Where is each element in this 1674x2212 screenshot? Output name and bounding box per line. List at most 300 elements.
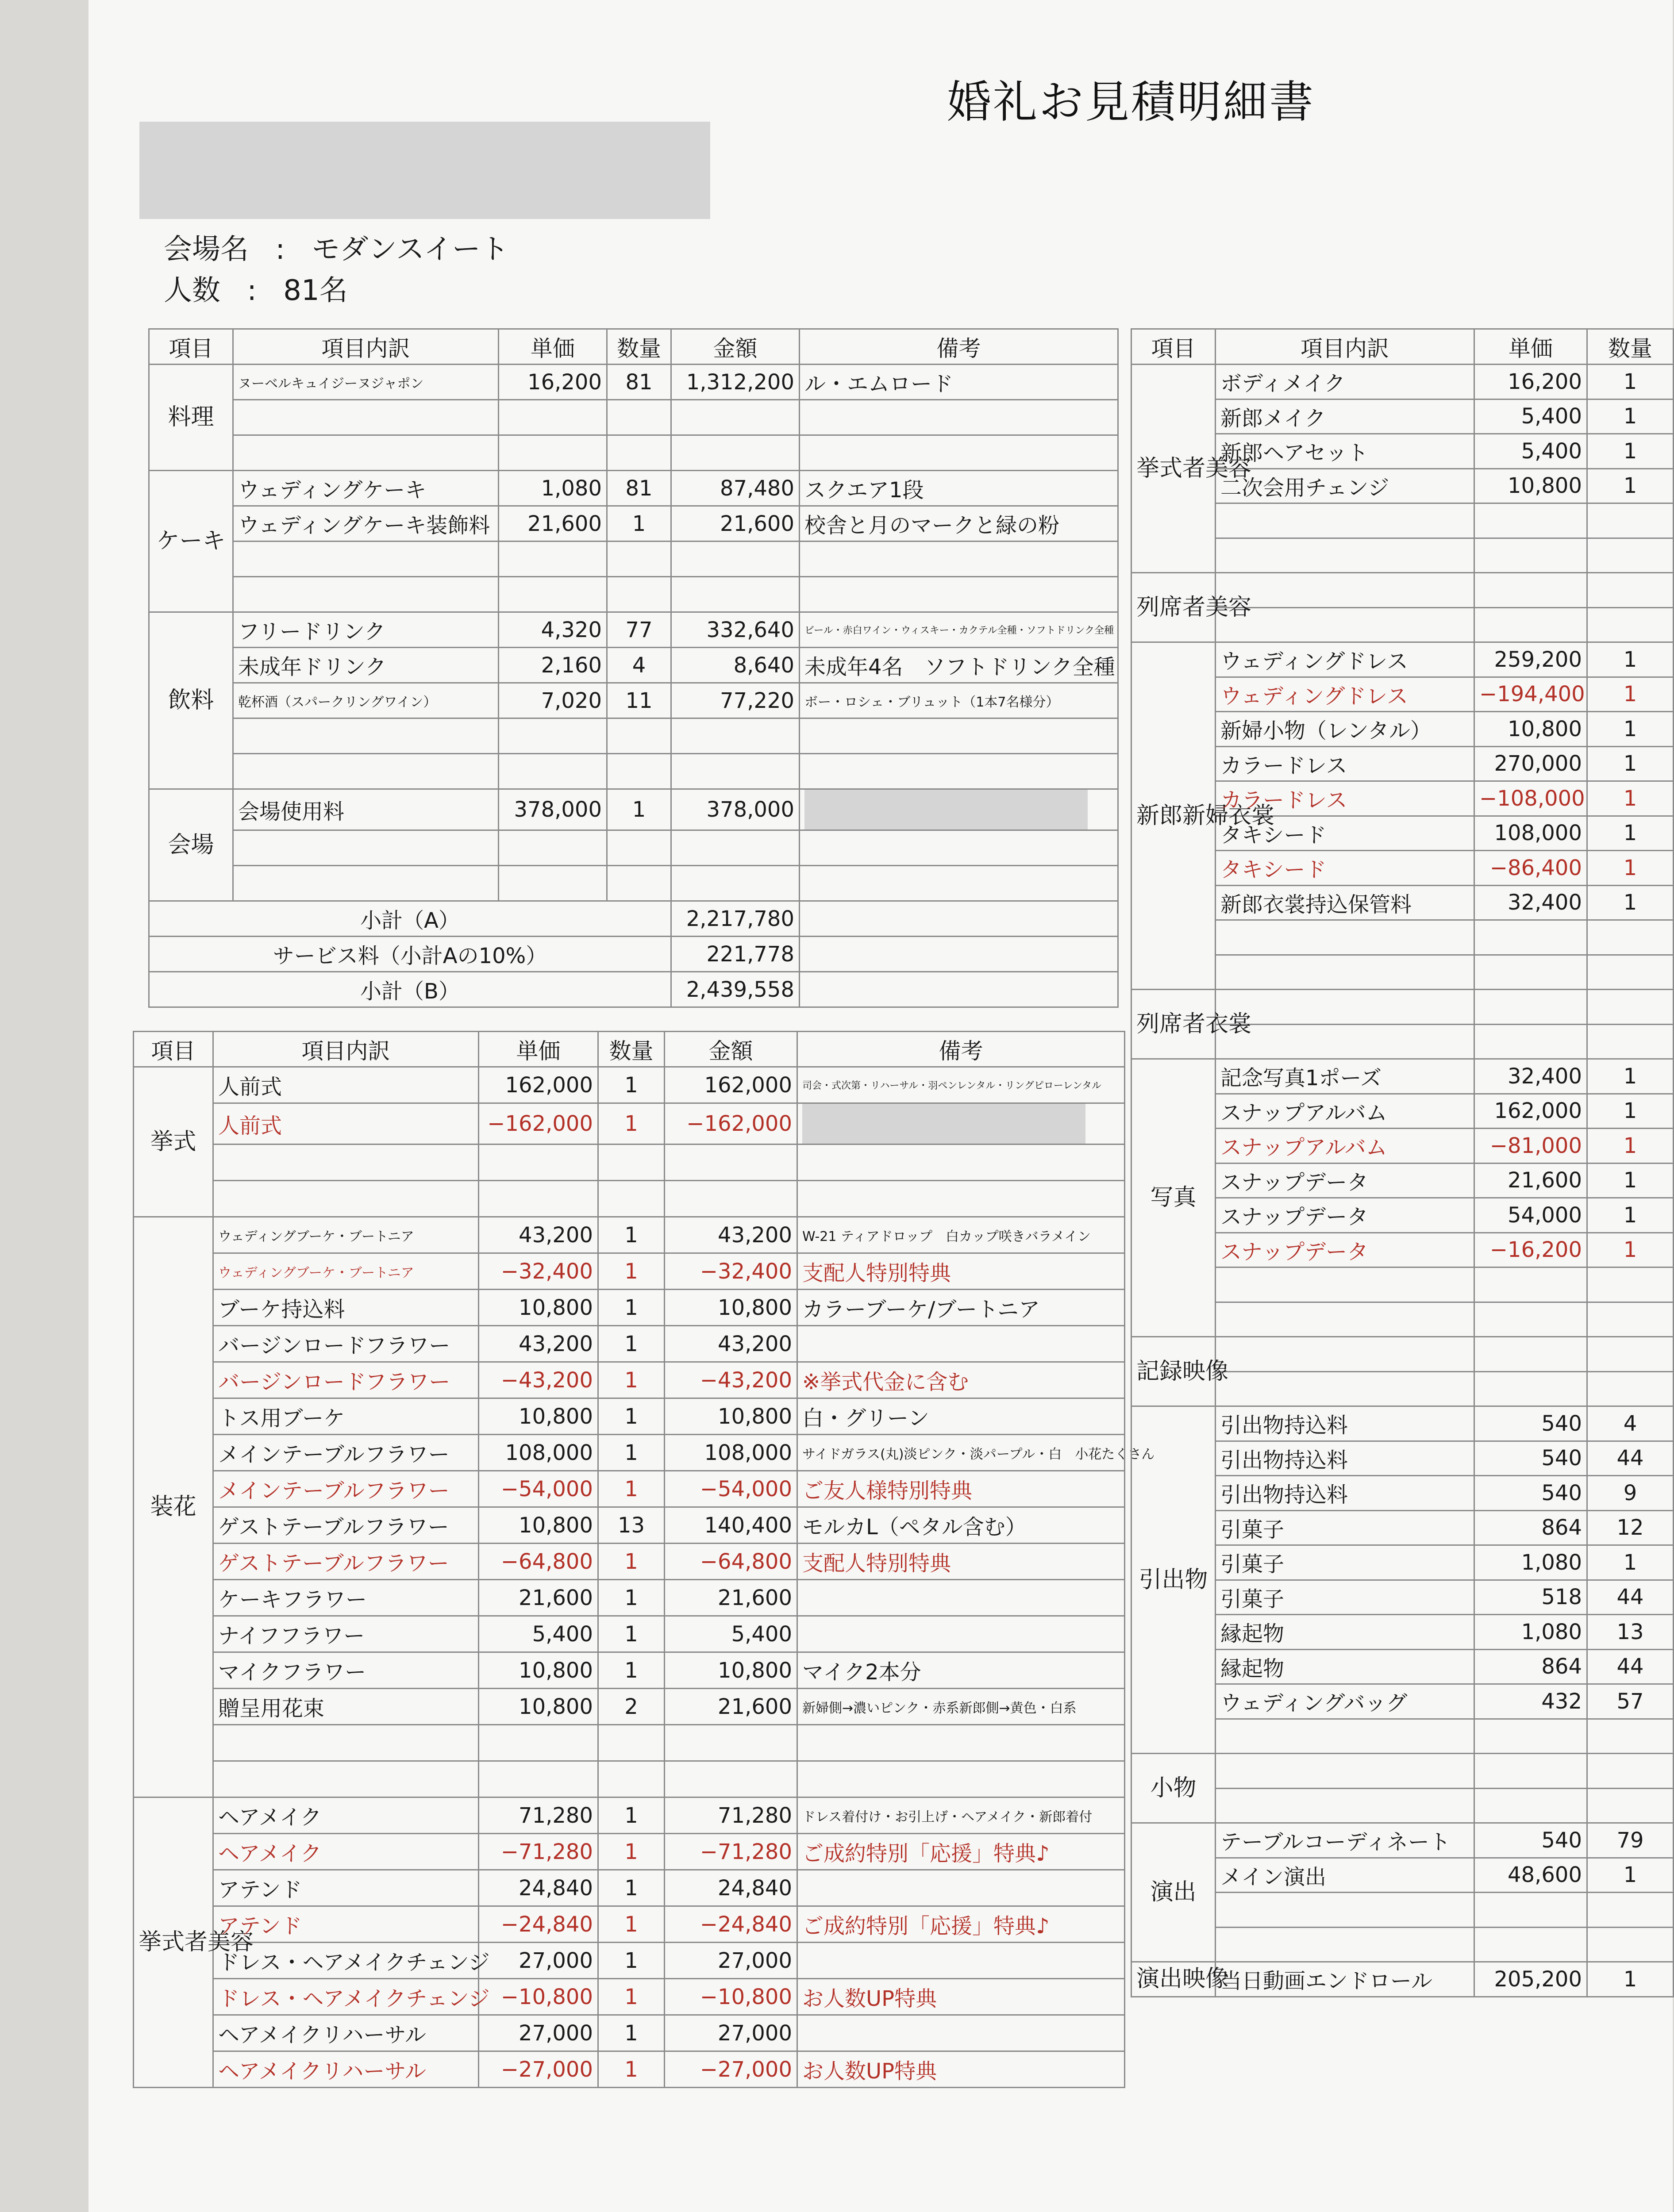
note-cell: ご成約特別「応援」特典♪ [797, 1906, 1125, 1943]
guests-line: 人数 : 81名 [164, 274, 348, 307]
item-cell [213, 1725, 479, 1761]
unit-price-cell: 71,280 [479, 1797, 598, 1834]
category-cell: 列席者美容 [1131, 573, 1216, 642]
unit-price-cell: 54,000 [1474, 1198, 1587, 1233]
unit-price-cell [1474, 1788, 1587, 1823]
unit-price-cell: 259,200 [1474, 642, 1587, 677]
table-row [149, 365, 1118, 400]
category-cell: 装花 [134, 1217, 213, 1797]
amount-cell [671, 400, 800, 435]
amount-cell: 21,600 [665, 1689, 797, 1725]
unit-price-cell: 270,000 [1474, 746, 1587, 781]
table-row [134, 1217, 1125, 1253]
item-cell: タキシード [1216, 851, 1474, 886]
unit-price-cell [479, 1761, 598, 1797]
quantity-cell: 11 [607, 683, 671, 718]
quantity-cell [598, 1725, 665, 1761]
quantity-cell [1587, 1788, 1674, 1823]
estimate-table-right [1131, 328, 1674, 1997]
item-cell [1216, 503, 1474, 538]
quantity-cell: 13 [1587, 1615, 1674, 1650]
category-cell: 新郎新婦衣裳 [1131, 642, 1216, 990]
unit-price-cell [1474, 1893, 1587, 1928]
unit-price-cell [499, 435, 607, 471]
quantity-cell: 1 [1587, 434, 1674, 469]
quantity-cell: 1 [598, 1544, 665, 1580]
quantity-cell: 1 [598, 1580, 665, 1616]
empty-row [1131, 573, 1674, 608]
empty-row [134, 1725, 1125, 1761]
quantity-cell [607, 830, 671, 866]
column-header: 数量 [607, 329, 671, 365]
unit-price-cell [1474, 573, 1587, 608]
note-cell [800, 577, 1118, 612]
table-row [1131, 1962, 1674, 1997]
amount-cell: −10,800 [665, 1979, 797, 2015]
amount-cell: −71,280 [665, 1834, 797, 1870]
unit-price-cell: 1,080 [1474, 1545, 1587, 1580]
item-cell: マイクフラワー [213, 1652, 479, 1689]
estimate-table-top [148, 328, 1119, 1008]
note-cell: 白・グリーン [797, 1398, 1125, 1435]
amount-cell: 108,000 [665, 1435, 797, 1471]
note-cell [800, 718, 1118, 754]
item-cell [1216, 1267, 1474, 1302]
unit-price-cell: −86,400 [1474, 851, 1587, 886]
quantity-cell: 1 [598, 1906, 665, 1943]
note-cell [800, 789, 1118, 830]
unit-price-cell: 5,400 [1474, 434, 1587, 469]
header-row [149, 329, 1118, 365]
quantity-cell: 1 [1587, 365, 1674, 399]
unit-price-cell: 27,000 [479, 2015, 598, 2051]
unit-price-cell: 108,000 [1474, 816, 1587, 851]
unit-price-cell: 21,600 [499, 506, 607, 541]
item-cell [233, 754, 499, 789]
amount-cell [671, 541, 800, 577]
empty-row [149, 577, 1118, 612]
amount-cell: 378,000 [671, 789, 800, 830]
item-cell: ウェディングブーケ・ブートニア [213, 1253, 479, 1290]
unit-price-cell: 10,800 [479, 1290, 598, 1326]
quantity-cell [1587, 538, 1674, 573]
note-cell: ビール・赤白ワイン・ウィスキー・カクテル全種・ソフトドリンク全種 [800, 612, 1118, 648]
amount-cell: 10,800 [665, 1652, 797, 1689]
amount-cell: 87,480 [671, 471, 800, 506]
item-cell [233, 400, 499, 435]
unit-price-cell: 1,080 [1474, 1615, 1587, 1650]
empty-row [134, 1144, 1125, 1181]
quantity-cell: 1 [607, 789, 671, 830]
item-cell: 引出物持込料 [1216, 1406, 1474, 1441]
unit-price-cell: −81,000 [1474, 1129, 1587, 1164]
unit-price-cell: 540 [1474, 1476, 1587, 1511]
unit-price-cell [1474, 1267, 1587, 1302]
item-cell: メインテーブルフラワー [213, 1471, 479, 1507]
amount-cell: 140,400 [665, 1507, 797, 1544]
column-header: 数量 [598, 1032, 665, 1067]
category-cell: 引出物 [1131, 1406, 1216, 1754]
item-cell [1216, 607, 1474, 642]
note-cell: 司会・式次第・リハーサル・羽ペンレンタル・リングピローレンタル [797, 1067, 1125, 1103]
category-cell: 記録映像 [1131, 1337, 1216, 1406]
item-cell [1216, 1371, 1474, 1406]
quantity-cell [1587, 990, 1674, 1025]
unit-price-cell [479, 1181, 598, 1217]
table-row [134, 1943, 1125, 1979]
unit-price-cell: −108,000 [1474, 781, 1587, 816]
quantity-cell: 13 [598, 1507, 665, 1544]
note-cell [800, 754, 1118, 789]
item-cell [1216, 990, 1474, 1025]
unit-price-cell: 10,800 [1474, 469, 1587, 503]
unit-price-cell [1474, 607, 1587, 642]
quantity-cell: 2 [598, 1689, 665, 1725]
unit-price-cell: 10,800 [479, 1507, 598, 1544]
item-cell [233, 541, 499, 577]
item-cell: ヌーベルキュイジーヌジャポン [233, 365, 499, 400]
item-cell: 縁起物 [1216, 1615, 1474, 1650]
estimate-table-bottom [133, 1031, 1155, 2088]
item-cell [1216, 955, 1474, 990]
amount-cell [671, 754, 800, 789]
item-cell [1216, 1754, 1474, 1789]
quantity-cell: 1 [1587, 1059, 1674, 1094]
quantity-cell: 1 [598, 2051, 665, 2088]
item-cell: ブーケ持込料 [213, 1290, 479, 1326]
venue-name: モダンスイート [312, 233, 509, 266]
column-header: 項目内訳 [233, 329, 499, 365]
table-row [1131, 1059, 1674, 1094]
redacted-note [802, 1104, 1085, 1144]
note-cell: カラーブーケ/ブートニア [797, 1290, 1125, 1326]
note-cell [800, 866, 1118, 901]
column-header: 数量 [1587, 329, 1674, 365]
quantity-cell [1587, 955, 1674, 990]
table-row [149, 612, 1118, 648]
amount-cell: 71,280 [665, 1797, 797, 1834]
item-cell [233, 718, 499, 754]
note-cell: ご友人様特別特典 [797, 1471, 1125, 1507]
unit-price-cell [1474, 538, 1587, 573]
unit-price-cell [1474, 1927, 1587, 1962]
quantity-cell: 1 [598, 1616, 665, 1652]
item-cell: トス用ブーケ [213, 1398, 479, 1435]
item-cell: ヘアメイクリハーサル [213, 2051, 479, 2088]
amount-cell [671, 718, 800, 754]
amount-cell: 27,000 [665, 2015, 797, 2051]
unit-price-cell: 10,800 [479, 1398, 598, 1435]
empty-row [1131, 1754, 1674, 1789]
empty-row [149, 718, 1118, 754]
unit-price-cell: −54,000 [479, 1471, 598, 1507]
unit-price-cell: 4,320 [499, 612, 607, 648]
quantity-cell: 1 [607, 506, 671, 541]
amount-cell [671, 830, 800, 866]
quantity-cell: 1 [1587, 712, 1674, 747]
item-cell: タキシード [1216, 816, 1474, 851]
unit-price-cell [479, 1144, 598, 1181]
item-cell [213, 1761, 479, 1797]
item-cell: 引菓子 [1216, 1510, 1474, 1545]
empty-row [1131, 1337, 1674, 1372]
quantity-cell [1587, 1893, 1674, 1928]
quantity-cell: 1 [598, 1362, 665, 1398]
quantity-cell: 1 [1587, 1858, 1674, 1893]
unit-price-cell: 162,000 [1474, 1094, 1587, 1129]
quantity-cell: 1 [598, 1217, 665, 1253]
table-row [134, 1652, 1125, 1689]
table-row [149, 471, 1118, 506]
unit-price-cell: 540 [1474, 1441, 1587, 1476]
unit-price-cell: 205,200 [1474, 1962, 1587, 1997]
unit-price-cell [499, 400, 607, 435]
unit-price-cell [1474, 1371, 1587, 1406]
quantity-cell: 1 [1587, 1129, 1674, 1164]
table-row [134, 1507, 1125, 1544]
unit-price-cell: 32,400 [1474, 885, 1587, 920]
amount-cell: 5,400 [665, 1616, 797, 1652]
quantity-cell: 1 [1587, 1545, 1674, 1580]
unit-price-cell: −24,840 [479, 1906, 598, 1943]
item-cell: 乾杯酒（スパークリングワイン） [233, 683, 499, 718]
amount-cell: 77,220 [671, 683, 800, 718]
amount-cell: −64,800 [665, 1544, 797, 1580]
column-header: 項目 [149, 329, 233, 365]
amount-cell: −162,000 [665, 1103, 797, 1144]
unit-price-cell: 1,080 [499, 471, 607, 506]
amount-cell: 10,800 [665, 1290, 797, 1326]
quantity-cell: 1 [598, 1290, 665, 1326]
note-cell [797, 1103, 1125, 1144]
table-row [149, 789, 1118, 830]
item-cell: フリードリンク [233, 612, 499, 648]
item-cell [1216, 1893, 1474, 1928]
unit-price-cell: 432 [1474, 1684, 1587, 1719]
empty-row [149, 541, 1118, 577]
unit-price-cell: 27,000 [479, 1943, 598, 1979]
quantity-cell: 4 [607, 648, 671, 683]
table-row [134, 1689, 1125, 1725]
subtotal-note [800, 972, 1118, 1007]
item-cell [1216, 1788, 1474, 1823]
amount-cell: 27,000 [665, 1943, 797, 1979]
item-cell: 新婦小物（レンタル） [1216, 712, 1474, 747]
subtotal-row [149, 972, 1118, 1007]
quantity-cell: 1 [1587, 885, 1674, 920]
item-cell: ゲストテーブルフラワー [213, 1544, 479, 1580]
note-cell: お人数UP特典 [797, 2051, 1125, 2088]
quantity-cell: 4 [1587, 1406, 1674, 1441]
quantity-cell: 1 [1587, 1163, 1674, 1198]
unit-price-cell [479, 1725, 598, 1761]
item-cell: ウェディングケーキ [233, 471, 499, 506]
note-cell [797, 1761, 1125, 1797]
item-cell: カラードレス [1216, 781, 1474, 816]
table-row [134, 1362, 1125, 1398]
unit-price-cell: −27,000 [479, 2051, 598, 2088]
amount-cell: −24,840 [665, 1906, 797, 1943]
subtotal-label: 小計（A） [149, 901, 671, 937]
header-row [134, 1032, 1125, 1067]
item-cell: アテンド [213, 1870, 479, 1906]
quantity-cell: 1 [598, 1834, 665, 1870]
quantity-cell: 1 [598, 1326, 665, 1362]
item-cell: 記念写真1ポーズ [1216, 1059, 1474, 1094]
quantity-cell [607, 866, 671, 901]
unit-price-cell [499, 577, 607, 612]
quantity-cell: 1 [598, 1067, 665, 1103]
item-cell: ヘアメイクリハーサル [213, 2015, 479, 2051]
note-cell: ドレス着付け・お引上げ・ヘアメイク・新郎着付 [797, 1797, 1125, 1834]
note-cell: 未成年4名 ソフトドリンク全種 [800, 648, 1118, 683]
empty-row [1131, 990, 1674, 1025]
item-cell [1216, 1302, 1474, 1337]
subtotal-label: 小計（B） [149, 972, 671, 1007]
unit-price-cell: −10,800 [479, 1979, 598, 2015]
quantity-cell: 81 [607, 471, 671, 506]
table-row [134, 1398, 1125, 1435]
quantity-cell: 1 [1587, 851, 1674, 886]
note-cell: ル・エムロード [800, 365, 1118, 400]
table-row [134, 1290, 1125, 1326]
unit-price-cell: 21,600 [1474, 1163, 1587, 1198]
note-cell: モルカL（ペタル含む） [797, 1507, 1125, 1544]
quantity-cell: 1 [1587, 469, 1674, 503]
quantity-cell: 1 [598, 2015, 665, 2051]
quantity-cell: 77 [607, 612, 671, 648]
unit-price-cell [499, 718, 607, 754]
item-cell: メイン演出 [1216, 1858, 1474, 1893]
unit-price-cell: 518 [1474, 1580, 1587, 1615]
item-cell: 人前式 [213, 1103, 479, 1144]
unit-price-cell: −71,280 [479, 1834, 598, 1870]
quantity-cell: 44 [1587, 1441, 1674, 1476]
unit-price-cell [1474, 1302, 1587, 1337]
document-title: 婚礼お見積明細書 [947, 76, 1315, 128]
category-cell: 演出映像 [1131, 1962, 1216, 1997]
quantity-cell: 1 [598, 1979, 665, 2015]
quantity-cell [1587, 1302, 1674, 1337]
table-row [134, 1797, 1125, 1834]
item-cell: スナップデータ [1216, 1198, 1474, 1233]
subtotal-label: サービス料（小計Aの10%） [149, 937, 671, 972]
venue-line: 会場名 : モダンスイート [164, 233, 509, 266]
item-cell: ウェディングドレス [1216, 677, 1474, 712]
note-cell: 支配人特別特典 [797, 1253, 1125, 1290]
category-cell: 演出 [1131, 1823, 1216, 1962]
quantity-cell: 12 [1587, 1510, 1674, 1545]
unit-price-cell [1474, 920, 1587, 955]
note-cell [800, 435, 1118, 471]
unit-price-cell: −194,400 [1474, 677, 1587, 712]
amount-cell [665, 1144, 797, 1181]
note-cell: 新婦側→濃いピンク・赤系新郎側→黄色・白系 [797, 1689, 1125, 1725]
quantity-cell [1587, 1754, 1674, 1789]
quantity-cell [607, 577, 671, 612]
table-row [1131, 1406, 1674, 1441]
item-cell: 新郎衣裳持込保管料 [1216, 885, 1474, 920]
column-header: 金額 [665, 1032, 797, 1067]
quantity-cell [1587, 1267, 1674, 1302]
subtotal-note [800, 937, 1118, 972]
category-cell: 挙式者美容 [134, 1797, 213, 2088]
quantity-cell [607, 718, 671, 754]
note-cell: マイク2本分 [797, 1652, 1125, 1689]
venue-label: 会場名 [164, 233, 249, 266]
item-cell: テーブルコーディネート [1216, 1823, 1474, 1858]
unit-price-cell [1474, 503, 1587, 538]
column-header: 項目 [1131, 329, 1216, 365]
unit-price-cell [1474, 1024, 1587, 1059]
quantity-cell [598, 1144, 665, 1181]
category-cell: 料理 [149, 365, 233, 471]
item-cell [1216, 1024, 1474, 1059]
category-cell: 会場 [149, 789, 233, 901]
note-cell [797, 1725, 1125, 1761]
note-cell: ※挙式代金に含む [797, 1362, 1125, 1398]
unit-price-cell: 108,000 [479, 1435, 598, 1471]
unit-price-cell: 16,200 [1474, 365, 1587, 399]
amount-cell: −54,000 [665, 1471, 797, 1507]
item-cell: スナップデータ [1216, 1163, 1474, 1198]
empty-row [149, 435, 1118, 471]
item-cell: メインテーブルフラワー [213, 1435, 479, 1471]
item-cell [1216, 1719, 1474, 1754]
column-header: 金額 [671, 329, 800, 365]
amount-cell: 8,640 [671, 648, 800, 683]
category-cell: 列席者衣裳 [1131, 990, 1216, 1059]
quantity-cell: 1 [598, 1103, 665, 1144]
item-cell [213, 1181, 479, 1217]
unit-price-cell: 10,800 [479, 1652, 598, 1689]
amount-cell [665, 1725, 797, 1761]
unit-price-cell: 10,800 [479, 1689, 598, 1725]
item-cell: 引出物持込料 [1216, 1441, 1474, 1476]
item-cell: ヘアメイク [213, 1834, 479, 1870]
note-cell [800, 400, 1118, 435]
amount-cell [671, 577, 800, 612]
table-row [134, 1067, 1125, 1103]
unit-price-cell [499, 830, 607, 866]
unit-price-cell: −162,000 [479, 1103, 598, 1144]
category-cell: 小物 [1131, 1754, 1216, 1823]
amount-cell: 43,200 [665, 1217, 797, 1253]
quantity-cell: 1 [598, 1652, 665, 1689]
unit-price-cell [1474, 990, 1587, 1025]
note-cell [800, 830, 1118, 866]
item-cell: ウェディングバッグ [1216, 1684, 1474, 1719]
unit-price-cell: −43,200 [479, 1362, 598, 1398]
table-row [134, 2015, 1125, 2051]
item-cell: 会場使用料 [233, 789, 499, 830]
subtotal-amount: 2,217,780 [671, 901, 800, 937]
unit-price-cell: 32,400 [1474, 1059, 1587, 1094]
empty-row [134, 1181, 1125, 1217]
note-cell [800, 541, 1118, 577]
category-cell: 挙式者美容 [1131, 365, 1216, 573]
item-cell: 贈呈用花束 [213, 1689, 479, 1725]
quantity-cell: 1 [598, 1435, 665, 1471]
quantity-cell: 1 [1587, 1962, 1674, 1997]
unit-price-cell: −32,400 [479, 1253, 598, 1290]
table-row [149, 648, 1118, 683]
column-header: 単価 [479, 1032, 598, 1067]
quantity-cell: 1 [598, 1471, 665, 1507]
quantity-cell: 1 [598, 1797, 665, 1834]
unit-price-cell: 7,020 [499, 683, 607, 718]
item-cell: 未成年ドリンク [233, 648, 499, 683]
